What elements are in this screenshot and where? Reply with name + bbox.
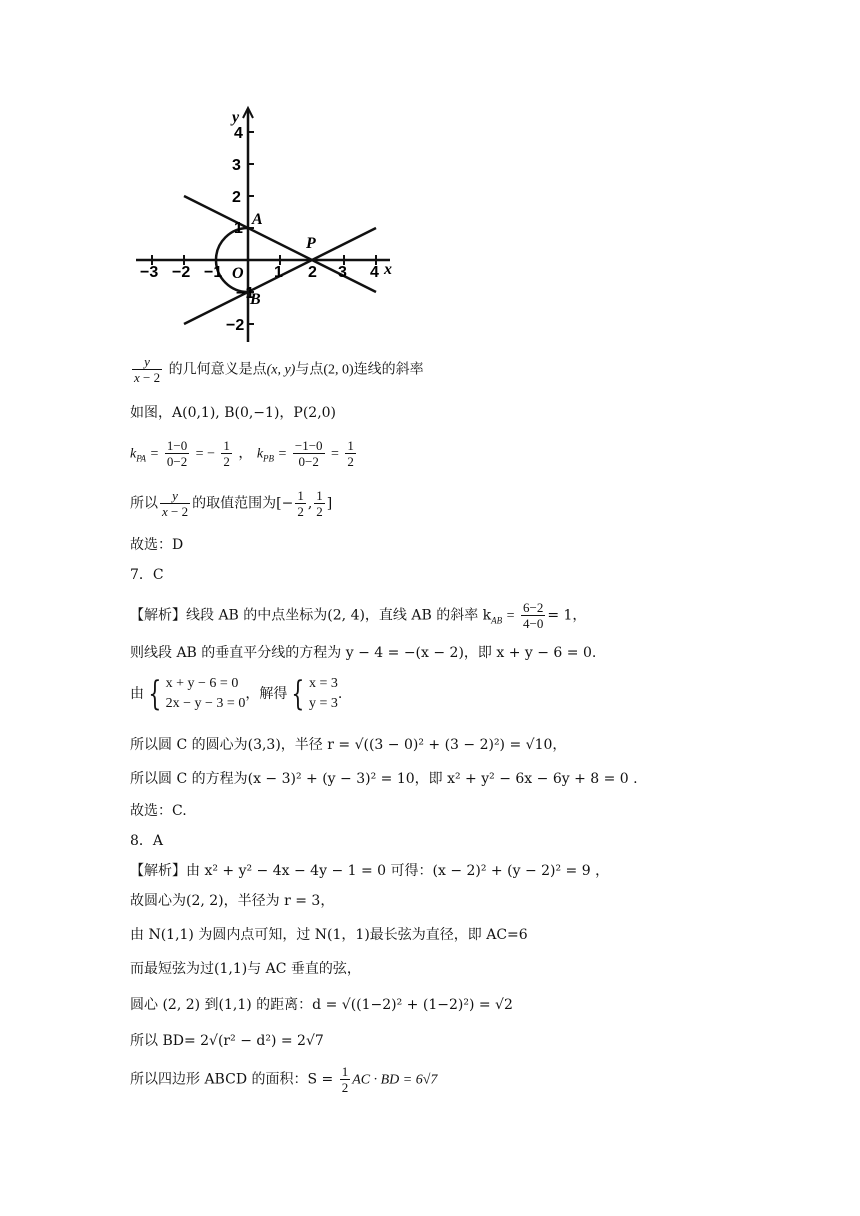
fraction-num: 1 bbox=[223, 438, 230, 453]
math-inline: AC · BD = 6√7 bbox=[352, 1072, 438, 1088]
x-tick-label: 2 bbox=[308, 264, 317, 281]
equation: 2x − y − 3 = 0 bbox=[165, 696, 246, 711]
fraction-num: 1 bbox=[341, 1064, 349, 1079]
y-tick-label: −2 bbox=[226, 317, 245, 334]
text-line-perpendicular: 则线段 AB 的垂直平分线的方程为 y − 4 = −(x − 2)，即 x + y − 6 = 0. bbox=[130, 645, 597, 661]
fraction-den: 0−2 bbox=[166, 454, 188, 469]
math-sub: PA bbox=[136, 453, 147, 464]
y-axis-label: y bbox=[232, 109, 240, 126]
text-fragment: 所以四边形 ABCD 的面积：S = bbox=[130, 1071, 334, 1088]
text-line-geometric-meaning: $\frac{y}{x - 2}$ 的几何意义是点(x, y)与点(2, 0)连线的斜率 bbox=[134, 354, 424, 385]
point-b-label: B bbox=[250, 291, 261, 308]
y-tick-label: 3 bbox=[232, 157, 241, 174]
text-fragment: . bbox=[337, 686, 343, 702]
text-line-circle-equation: 所以圆 C 的方程为(x − 3)² + (y − 3)² = 10，即 x² + y² − 6x − 6y + 8 = 0 . bbox=[130, 771, 638, 787]
x-tick-label: −3 bbox=[140, 264, 159, 281]
text-fragment: 由 bbox=[130, 686, 144, 702]
x-tick-label: 1 bbox=[274, 264, 283, 281]
math-inline: k bbox=[130, 446, 137, 462]
point-a-label: A bbox=[252, 211, 263, 228]
text-fragment: 的几何意义是点 bbox=[168, 361, 267, 378]
fraction-num: 6−2 bbox=[522, 600, 544, 615]
equation: x = 3 bbox=[308, 676, 338, 691]
fraction-den: 0−2 bbox=[298, 454, 319, 469]
text-line-distance: 圆心 (2, 2) 到(1,1) 的距离：d = √((1−2)² + (1−2)²) = √2 bbox=[130, 997, 513, 1013]
equation: x + y − 6 = 0 bbox=[165, 676, 239, 691]
text-line-shortest-chord: 而最短弦为过(1,1)与 AC 垂直的弦， bbox=[130, 961, 361, 977]
question-number-7: 7．C bbox=[130, 567, 164, 583]
question-number-8: 8．A bbox=[130, 833, 164, 849]
text-fragment: ，解得 bbox=[245, 686, 288, 702]
text-fragment: 连线的斜率 bbox=[353, 361, 424, 378]
text-line-analysis-8: 【解析】由 x² + y² − 4x − 4y − 1 = 0 可得：(x − 2)² + (y − 2)² = 9 ， bbox=[130, 863, 610, 879]
text-line-range: 所以 $\frac{y}{x - 2}$ 的取值范围为[− $\frac{1}{2}$ , $\frac{1}{2}$ ] bbox=[130, 488, 333, 519]
text-line-answer-d: 故选：D bbox=[130, 537, 184, 553]
y-tick-label: 2 bbox=[232, 189, 241, 206]
x-tick-label: 4 bbox=[370, 264, 379, 281]
fraction-den: 2 bbox=[223, 454, 230, 469]
math-inline: (2, 0) bbox=[323, 362, 354, 378]
text-fragment: ] bbox=[326, 495, 333, 512]
text-line-longest-chord: 由 N(1,1) 为圆内点可知，过 N(1，1)最长弦为直径，即 AC=6 bbox=[130, 927, 528, 943]
text-line-system: 由 { x + y − 6 = 0 2x − y − 3 = 0 ，解得 { x = 3 y = 3 . bbox=[130, 674, 343, 714]
text-line-analysis-7: 【解析】线段 AB 的中点坐标为(2, 4)，直线 AB 的斜率 $k_{AB}$ = $\frac{6-2}{4-0}$ = 1， bbox=[130, 600, 587, 631]
y-tick-label: 4 bbox=[234, 125, 243, 142]
equation: y = 3 bbox=[308, 696, 338, 711]
fraction-den: 2 bbox=[347, 454, 354, 469]
math-inline: k bbox=[256, 446, 264, 462]
y-tick-label: 1 bbox=[234, 220, 243, 237]
x-tick-label: −2 bbox=[172, 264, 191, 281]
origin-label: O bbox=[232, 265, 244, 282]
fraction-num: −1−0 bbox=[294, 438, 323, 453]
text-fragment: 的取值范围为[− bbox=[192, 495, 294, 512]
coordinate-figure bbox=[128, 100, 408, 348]
text-line-bd: 所以 BD= 2√(r² − d²) = 2√7 bbox=[130, 1033, 324, 1049]
point-p-label: P bbox=[306, 235, 316, 252]
text-fragment: 与点 bbox=[295, 361, 324, 378]
fraction-den: 2 bbox=[341, 1080, 349, 1095]
y-tick-label: −1 bbox=[236, 285, 255, 302]
text-line-center-radius: 所以圆 C 的圆心为(3,3)，半径 r = √((3 − 0)² + (3 − 2)²) = √10， bbox=[130, 737, 567, 753]
x-tick-label: 3 bbox=[338, 264, 347, 281]
x-axis-label: x bbox=[384, 261, 392, 278]
text-line-answer-c: 故选：C. bbox=[130, 803, 187, 819]
text-fragment: 【解析】线段 AB 的中点坐标为(2, 4)，直线 AB 的斜率 k bbox=[130, 607, 492, 624]
fraction-num: 1 bbox=[347, 438, 354, 453]
math-inline: (x, y) bbox=[266, 362, 296, 378]
text-fragment: , bbox=[307, 495, 313, 512]
math-sub: PB bbox=[263, 453, 275, 464]
text-line-points: 如图，A(0,1), B(0,−1)，P(2,0) bbox=[130, 405, 337, 421]
fraction-num: 1−0 bbox=[166, 438, 188, 453]
text-fragment: 所以 bbox=[130, 495, 158, 512]
text-line-center-8: 故圆心为(2, 2)，半径为 r = 3， bbox=[130, 893, 335, 909]
text-fragment: = 1， bbox=[547, 607, 587, 624]
x-tick-label: −1 bbox=[204, 264, 223, 281]
text-line-slopes: $k_{PA}$ = $\frac{1-0}{0-2}$ = − $\frac{1}{2}$ ， $k_{PB}$ = $\frac{-1-0}{0-2}$ = $\frac{1}{2}$ bbox=[130, 438, 354, 469]
fraction-den: 4−0 bbox=[522, 616, 544, 631]
math-sub: AB bbox=[491, 615, 503, 626]
text-line-area bbox=[130, 1064, 437, 1095]
